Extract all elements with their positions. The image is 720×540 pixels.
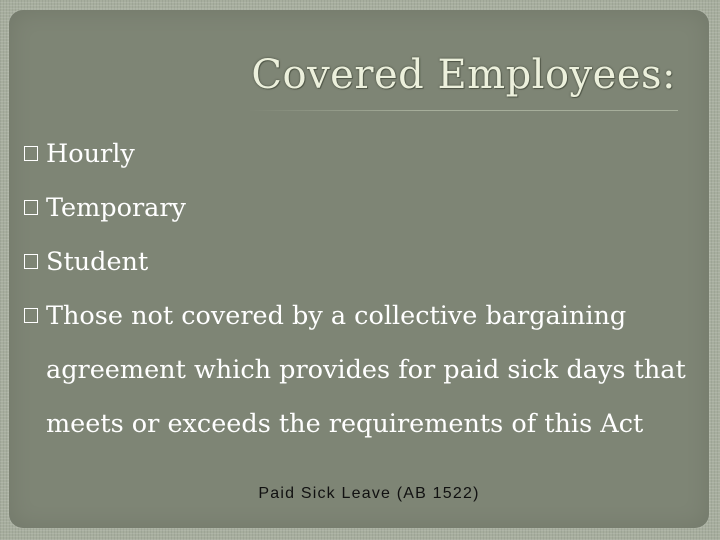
slide-title: Covered Employees: (251, 52, 676, 98)
square-bullet-icon (24, 146, 38, 161)
bullet-list (24, 127, 704, 451)
bullet-item-hourly (24, 127, 704, 181)
square-bullet-icon (24, 254, 38, 269)
title-divider (248, 110, 678, 111)
bullet-text: Those not covered by a collective bargaining agreement which provides for paid sick days that meets or exceeds the requirements of this Act (46, 301, 686, 439)
bullet-text: Student (46, 247, 149, 277)
bullet-text: Hourly (46, 139, 135, 169)
square-bullet-icon (24, 308, 38, 323)
slide-footer: Paid Sick Leave (AB 1522) (258, 485, 480, 502)
bullet-item-student (24, 235, 704, 289)
square-bullet-icon (24, 200, 38, 215)
bullet-text: Temporary (46, 193, 186, 223)
bullet-item-temporary (24, 181, 704, 235)
bullet-item-not-covered (24, 289, 704, 451)
